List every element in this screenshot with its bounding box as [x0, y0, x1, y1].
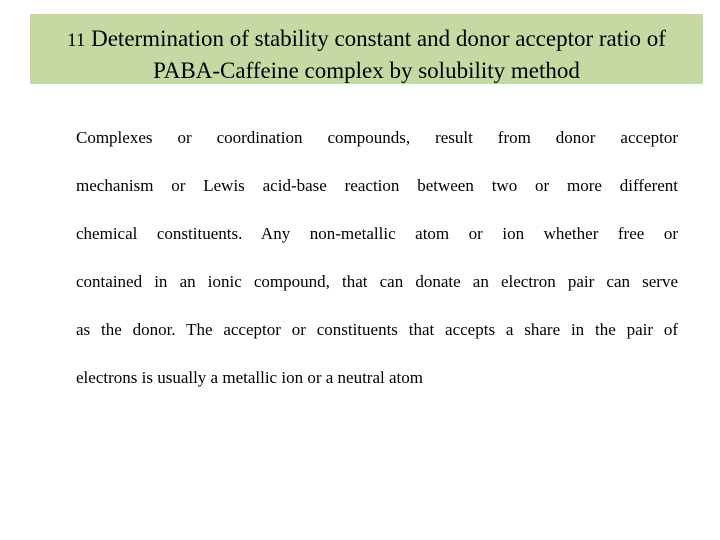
body-line: as the donor. The acceptor or constituents that accepts a share in the pair of: [76, 320, 678, 339]
body-line: mechanism or Lewis acid-base reaction between two or more different: [76, 176, 678, 195]
body-line: chemical constituents. Any non-metallic atom or ion whether free or: [76, 224, 678, 243]
slide-body-paragraph: [76, 120, 678, 408]
slide-title-text-1: Determination of stability constant and donor acceptor ratio of: [91, 26, 666, 51]
section-number: 11: [67, 30, 86, 51]
body-line: Complexes or coordination compounds, result from donor acceptor: [76, 128, 678, 147]
slide-title-banner: [30, 14, 703, 84]
slide-title-line-1: [30, 24, 703, 56]
body-line: electrons is usually a metallic ion or a neutral atom: [76, 368, 423, 387]
body-line: contained in an ionic compound, that can donate an electron pair can serve: [76, 272, 678, 291]
slide-title-line-2: PABA-Caffeine complex by solubility method: [153, 58, 580, 83]
